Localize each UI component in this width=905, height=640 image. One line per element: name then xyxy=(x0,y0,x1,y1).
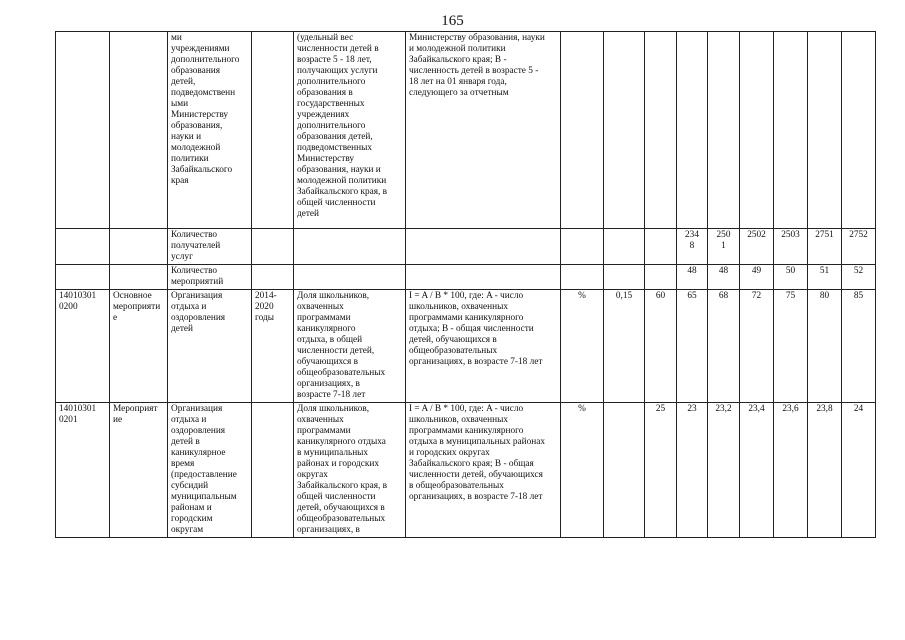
value-cell: 234 8 xyxy=(677,229,708,265)
value-cell: 250 1 xyxy=(708,229,740,265)
value-cell: 80 xyxy=(808,290,842,403)
value-cell xyxy=(645,32,677,229)
value-cell xyxy=(677,32,708,229)
value-cell: 23,8 xyxy=(808,403,842,538)
value-cell xyxy=(774,32,808,229)
value-cell: 23,4 xyxy=(740,403,774,538)
value-cell: 75 xyxy=(774,290,808,403)
value-cell: 72 xyxy=(740,290,774,403)
program-indicators-table xyxy=(55,31,876,538)
value-cell: 48 xyxy=(708,265,740,290)
weight-cell xyxy=(604,265,645,290)
name-cell: Организация отдыха и оздоровления детей xyxy=(168,290,252,403)
type-cell xyxy=(110,32,168,229)
period-cell xyxy=(252,229,294,265)
value-cell: 2751 xyxy=(808,229,842,265)
table-body xyxy=(56,32,876,538)
value-cell: 23,2 xyxy=(708,403,740,538)
name-cell: Количество получателей услуг xyxy=(168,229,252,265)
method-cell xyxy=(406,229,561,265)
code-cell: 14010301 0201 xyxy=(56,403,110,538)
value-cell xyxy=(645,229,677,265)
value-cell: 85 xyxy=(842,290,876,403)
page-number: 165 xyxy=(441,13,464,29)
weight-cell xyxy=(604,229,645,265)
name-cell: Организация отдыха и оздоровления детей в каникулярное время (предоставление субсидий муниципальным районам и городским округам xyxy=(168,403,252,538)
unit-cell xyxy=(561,32,604,229)
weight-cell xyxy=(604,403,645,538)
table-row xyxy=(56,229,876,265)
period-cell: 2014- 2020 годы xyxy=(252,290,294,403)
value-cell: 49 xyxy=(740,265,774,290)
value-cell: 51 xyxy=(808,265,842,290)
value-cell: 60 xyxy=(645,290,677,403)
period-cell xyxy=(252,265,294,290)
type-cell xyxy=(110,265,168,290)
value-cell: 24 xyxy=(842,403,876,538)
table-row xyxy=(56,290,876,403)
code-cell: 14010301 0200 xyxy=(56,290,110,403)
type-cell xyxy=(110,229,168,265)
period-cell xyxy=(252,32,294,229)
value-cell xyxy=(645,265,677,290)
unit-cell xyxy=(561,229,604,265)
indicator-cell xyxy=(294,265,406,290)
value-cell: 52 xyxy=(842,265,876,290)
method-cell xyxy=(406,265,561,290)
value-cell: 2752 xyxy=(842,229,876,265)
indicator-cell: Доля школьников, охваченных программами каникулярного отдыха, в общей численности детей, обучающихся в общеобразовательных организациях, в возрасте 7-18 лет xyxy=(294,290,406,403)
type-cell: Мероприят ие xyxy=(110,403,168,538)
code-cell xyxy=(56,265,110,290)
name-cell: Количество мероприятий xyxy=(168,265,252,290)
method-cell: I = A / B * 100, где: A - число школьников, охваченных программами каникулярного отдыха в муниципальных районах и городских округах Забайкальского края; В - общая численности детей, обучающихся в общеобразовательных организациях, в возрасте 7-18 лет xyxy=(406,403,561,538)
code-cell xyxy=(56,32,110,229)
period-cell xyxy=(252,403,294,538)
name-cell: ми учреждениями дополнительного образования детей, подведомственн ыми Министерству образования, науки и молодежной политики Забайкальского края xyxy=(168,32,252,229)
value-cell: 2503 xyxy=(774,229,808,265)
method-cell: Министерству образования, науки и молодежной политики Забайкальского края; В - численность детей в возрасте 5 - 18 лет на 01 января года, следующего за отчетным xyxy=(406,32,561,229)
indicator-cell: (удельный вес численности детей в возрасте 5 - 18 лет, получающих услуги дополнительного образования в государственных учреждениях дополнительного образования детей, подведомственных Министерству образования, науки и молодежной политики Забайкальского края, в общей численности детей xyxy=(294,32,406,229)
code-cell xyxy=(56,229,110,265)
value-cell xyxy=(842,32,876,229)
unit-cell: % xyxy=(561,290,604,403)
table-row xyxy=(56,265,876,290)
value-cell: 2502 xyxy=(740,229,774,265)
table-row xyxy=(56,32,876,229)
value-cell xyxy=(808,32,842,229)
value-cell: 50 xyxy=(774,265,808,290)
value-cell: 65 xyxy=(677,290,708,403)
indicator-cell: Доля школьников, охваченных программами каникулярного отдыха в муниципальных районах и городских округах Забайкальского края, в общей численности детей, обучающихся в общеобразовательных организациях, в xyxy=(294,403,406,538)
weight-cell: 0,15 xyxy=(604,290,645,403)
method-cell: I = A / B * 100, где: A - число школьников, охваченных программами каникулярного отдыха; В - общая численности детей, обучающихся в общеобразовательных организациях, в возрасте 7-18 лет xyxy=(406,290,561,403)
value-cell xyxy=(708,32,740,229)
value-cell: 25 xyxy=(645,403,677,538)
value-cell: 48 xyxy=(677,265,708,290)
unit-cell: % xyxy=(561,403,604,538)
value-cell xyxy=(740,32,774,229)
value-cell: 68 xyxy=(708,290,740,403)
weight-cell xyxy=(604,32,645,229)
table-row xyxy=(56,403,876,538)
indicator-cell xyxy=(294,229,406,265)
type-cell: Основное мероприяти е xyxy=(110,290,168,403)
value-cell: 23,6 xyxy=(774,403,808,538)
value-cell: 23 xyxy=(677,403,708,538)
unit-cell xyxy=(561,265,604,290)
